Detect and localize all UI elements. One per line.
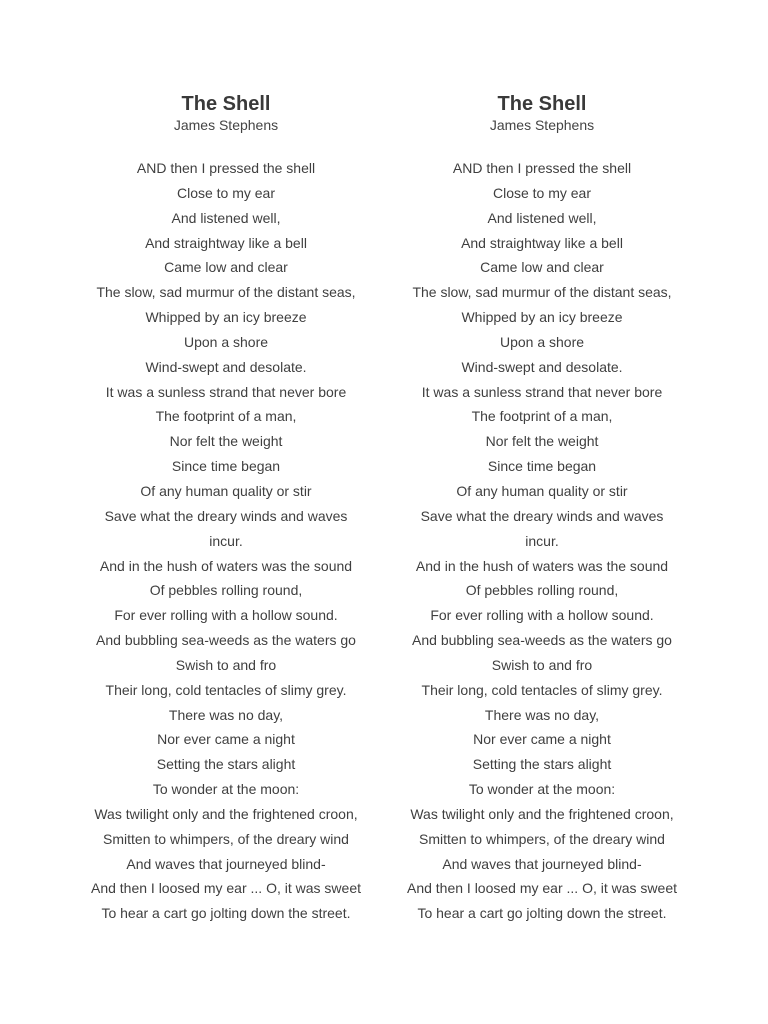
poem-line: Nor ever came a night — [157, 731, 295, 748]
poem-line: Close to my ear — [492, 184, 592, 201]
poem-line: It was a sunless strand that never bore — [421, 383, 663, 400]
poem-line: Was twilight only and the frightened croon, — [94, 805, 358, 822]
poem-line: There was no day, — [168, 706, 284, 723]
poem-line: Smitten to whimpers, of the dreary wind — [103, 830, 349, 847]
poem-line: Since time began — [171, 458, 281, 475]
poem-line: It was a sunless strand that never bore — [105, 383, 347, 400]
poem-line: And waves that journeyed blind- — [126, 855, 326, 872]
poem-author: James Stephens — [489, 117, 595, 133]
poem-line: Save what the dreary winds and waves — [104, 507, 348, 524]
poem-line: Save what the dreary winds and waves — [420, 507, 664, 524]
poem-line: Nor felt the weight — [169, 433, 283, 450]
poem-line: Wind-swept and desolate. — [145, 358, 307, 375]
poem-line: Nor ever came a night — [473, 731, 611, 748]
poem-author: James Stephens — [173, 117, 279, 133]
poem-line: Setting the stars alight — [472, 756, 612, 773]
poem-line: Nor felt the weight — [485, 433, 599, 450]
poem-line: AND then I pressed the shell — [136, 160, 316, 176]
poem-line: And then I loosed my ear ... O, it was sweet — [406, 880, 677, 897]
poem-line: Upon a shore — [183, 333, 269, 350]
poem-line: Of pebbles rolling round, — [465, 582, 619, 599]
poem-line: Was twilight only and the frightened croon, — [410, 805, 674, 822]
poem-line: To wonder at the moon: — [152, 781, 300, 798]
poem-line: And in the hush of waters was the sound — [99, 557, 353, 574]
poem-line: And in the hush of waters was the sound — [415, 557, 669, 574]
poem-line: And listened well, — [487, 209, 597, 226]
poem-line: There was no day, — [484, 706, 600, 723]
poem-line: And straightway like a bell — [145, 234, 307, 251]
poem-line: Whipped by an icy breeze — [461, 309, 623, 326]
poem-line: Of any human quality or stir — [140, 482, 312, 499]
poem-line: Of any human quality or stir — [456, 482, 628, 499]
poem-line: For ever rolling with a hollow sound. — [430, 607, 654, 624]
poem-line: The footprint of a man, — [471, 408, 613, 425]
poem-line: And straightway like a bell — [461, 234, 623, 251]
poem-line: And bubbling sea-weeds as the waters go — [96, 632, 356, 649]
poem-line: Their long, cold tentacles of slimy grey. — [105, 681, 347, 698]
poem-column-right — [392, 92, 692, 926]
poem-line: And bubbling sea-weeds as the waters go — [412, 632, 672, 649]
poem-line: Upon a shore — [499, 333, 585, 350]
poem-lines — [392, 156, 692, 926]
poem-title: The Shell — [181, 93, 271, 115]
poem-line: The slow, sad murmur of the distant seas, — [412, 284, 672, 301]
poem-line: Whipped by an icy breeze — [145, 309, 307, 326]
poem-line: To hear a cart go jolting down the street. — [417, 905, 667, 922]
poem-line: AND then I pressed the shell — [452, 160, 632, 176]
poem-line: Smitten to whimpers, of the dreary wind — [419, 830, 665, 847]
poem-line: Came low and clear — [164, 259, 288, 276]
poem-lines — [76, 156, 376, 926]
poem-line: To hear a cart go jolting down the street. — [101, 905, 351, 922]
poem-line: Wind-swept and desolate. — [461, 358, 623, 375]
poem-line: Close to my ear — [176, 184, 276, 201]
poem-line: Their long, cold tentacles of slimy grey. — [421, 681, 663, 698]
poem-line: Swish to and fro — [175, 656, 277, 673]
poem-line: The footprint of a man, — [155, 408, 297, 425]
poem-column-left — [76, 92, 376, 926]
poem-line: Since time began — [487, 458, 597, 475]
poem-line: Of pebbles rolling round, — [149, 582, 303, 599]
poem-line: incur. — [525, 532, 559, 549]
poem-line: Swish to and fro — [491, 656, 593, 673]
poem-line: incur. — [209, 532, 243, 549]
poem-line: And waves that journeyed blind- — [442, 855, 642, 872]
poem-line: To wonder at the moon: — [468, 781, 616, 798]
poem-line: Setting the stars alight — [156, 756, 296, 773]
poem-line: The slow, sad murmur of the distant seas, — [96, 284, 356, 301]
poem-line: For ever rolling with a hollow sound. — [114, 607, 338, 624]
poem-title: The Shell — [497, 93, 587, 115]
poem-line: And listened well, — [171, 209, 281, 226]
poem-line: And then I loosed my ear ... O, it was sweet — [90, 880, 361, 897]
poem-line: Came low and clear — [480, 259, 604, 276]
